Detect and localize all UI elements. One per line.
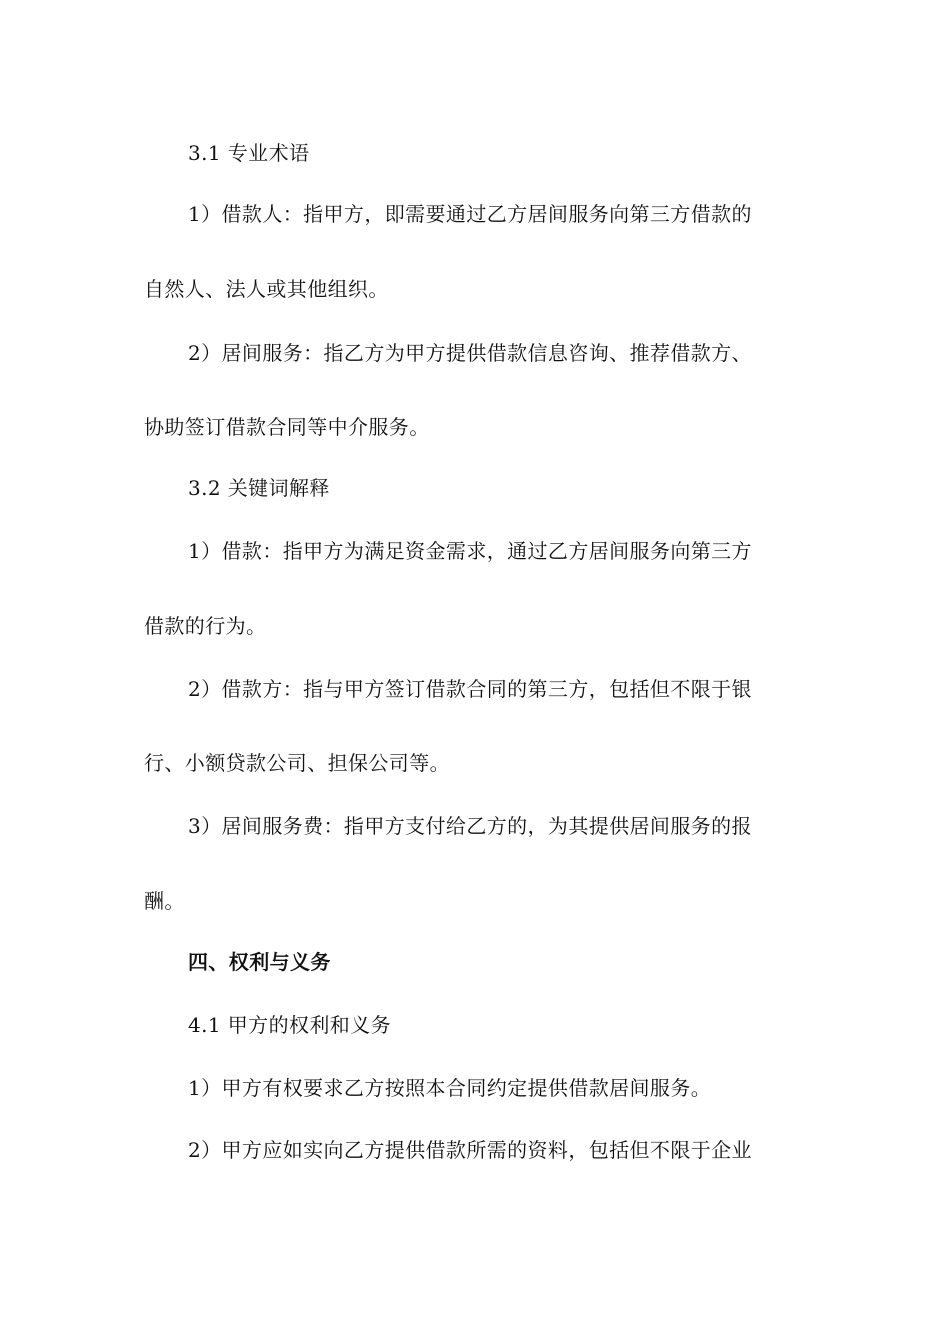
keyword-2-line-1: 2）借款方：指与甲方签订借款合同的第三方，包括但不限于银 <box>188 677 752 701</box>
section-4-1-heading: 4.1 甲方的权利和义务 <box>188 1013 391 1037</box>
term-2-line-1: 2）居间服务：指乙方为甲方提供借款信息咨询、推荐借款方、 <box>188 341 752 365</box>
right-2-line-1: 2）甲方应如实向乙方提供借款所需的资料，包括但不限于企业 <box>188 1138 752 1162</box>
keyword-1-line-2: 借款的行为。 <box>144 614 267 638</box>
chapter-4-heading: 四、权利与义务 <box>188 950 331 974</box>
keyword-1-line-1: 1）借款：指甲方为满足资金需求，通过乙方居间服务向第三方 <box>188 539 752 563</box>
keyword-3-line-2: 酬。 <box>144 889 185 913</box>
term-1-line-2: 自然人、法人或其他组织。 <box>144 277 389 301</box>
right-1: 1）甲方有权要求乙方按照本合同约定提供借款居间服务。 <box>188 1076 712 1100</box>
keyword-3-line-1: 3）居间服务费：指甲方支付给乙方的，为其提供居间服务的报 <box>188 814 752 838</box>
term-1-line-1: 1）借款人：指甲方，即需要通过乙方居间服务向第三方借款的 <box>188 202 752 226</box>
term-2-line-2: 协助签订借款合同等中介服务。 <box>144 415 430 439</box>
keyword-2-line-2: 行、小额贷款公司、担保公司等。 <box>144 751 450 775</box>
section-3-2-heading: 3.2 关键词解释 <box>188 476 330 500</box>
section-3-1-heading: 3.1 专业术语 <box>188 141 310 165</box>
